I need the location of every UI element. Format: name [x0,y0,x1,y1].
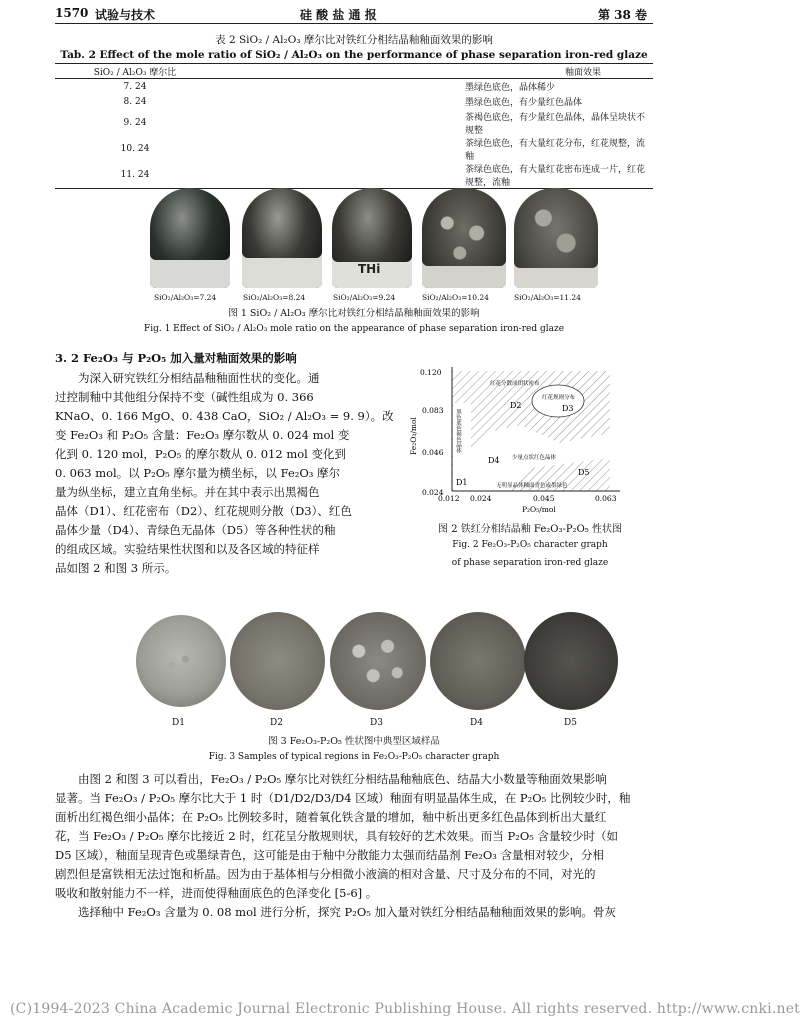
cell-ratio: 7. 24 [123,81,147,92]
cell-effect: 墨绿色底色，有少量红色晶体 [465,98,583,109]
figure2-caption-en2: of phase separation iron-red glaze [451,558,609,568]
y-tick-label: 0.083 [422,406,444,415]
text-line: 的组成区域。实验结果性状图和以及各区域的特征样 [55,542,320,556]
cell-effect: 茶绿色底色，有大量红花密布连成一片，红花规整，流釉 [215,162,653,189]
section-paragraph [55,369,403,578]
sample-photo-2 [242,188,322,288]
volume-label: 第 38 卷 [598,8,648,22]
header-rule [55,23,653,24]
disk-label-d1: D1 [172,718,185,728]
figure3-caption-cn: 图 3 Fe₂O₃-P₂O₅ 性状图中典型区域样品 [268,736,440,747]
disk-sample-d5 [524,612,618,710]
disk-label-d2: D2 [270,718,283,728]
text-line: 面析出红褐色细小晶体；在 P₂O₅ 比例较多时，随着氧化铁含量的增加，釉中析出更多红色晶体到析出大量红 [55,810,607,824]
disk-label-d3: D3 [370,718,383,728]
figure2-caption-cn: 图 2 铁红分相结晶釉 Fe₂O₃-P₂O₅ 性状图 [438,524,622,535]
x-tick-label: 0.063 [595,494,617,503]
sample-label-2: SiO₂/Al₂O₃=8.24 [243,293,306,302]
y-tick-label: 0.046 [422,448,444,457]
figure2-graph [410,363,650,513]
region-text-d1: 黑色底色褐色晶体 [455,409,461,453]
discussion-paragraph [55,770,653,903]
disk-label-d5: D5 [564,718,577,728]
x-tick-label: 0.012 [438,494,460,503]
cell-ratio: 8. 24 [123,96,147,107]
sample-label-4: SiO₂/Al₂O₃=10.24 [422,293,489,302]
disk-sample-d1 [136,615,226,707]
sample-label-3: SiO₂/Al₂O₃=9.24 [333,293,396,302]
region-d3-ellipse [532,385,584,417]
region-text-d3: 红花规则分布 [542,395,576,401]
section-heading: 3. 2 Fe₂O₃ 与 P₂O₅ 加入量对釉面效果的影响 [55,351,297,365]
text-line: 0. 063 mol。以 P₂O₅ 摩尔量为横坐标，以 Fe₂O₃ 摩尔 [55,466,341,480]
sample-label-5: SiO₂/Al₂O₃=11.24 [514,293,581,302]
text-line: 品如图 2 和图 3 所示。 [55,561,177,575]
text-line: 剧烈但是富铁相无法过饱和析晶。因为由于基体相与分相微小液滴的相对含量、尺寸及分布的不同，对光的 [55,867,596,881]
disk-sample-d4 [430,612,526,710]
disk-sample-d2 [230,612,325,710]
figure1-photos [150,180,602,292]
table-row [55,110,653,136]
text-line: 花，当 Fe₂O₃ / P₂O₅ 摩尔比接近 2 时，红花呈分散规则状，具有较好的艺术效果。而当 P₂O₅ 含量较少时（如 [55,829,619,843]
text-line: 显著。当 Fe₂O₃ / P₂O₅ 摩尔比大于 1 时（D1/D2/D3/D4 区域）釉面有明显晶体生成，在 P₂O₅ 比例较少时，釉 [55,791,631,805]
x-tick-label: 0.045 [533,494,555,503]
text-line: KNaO、0. 166 MgO、0. 438 CaO，SiO₂ / Al₂O₃ = 9. 9）。改 [55,409,394,423]
cell-effect: 茶绿色底色，有大量红花分布，红花规整，流釉 [465,138,646,162]
text-line: 由图 2 和图 3 可以看出，Fe₂O₃ / P₂O₅ 摩尔比对铁红分相结晶釉釉底色、结晶大小数量等釉面效果影响 [55,772,607,786]
region-label-d5: D5 [578,468,590,477]
sample-photo-4 [422,188,506,288]
table-header-row [55,64,653,79]
region-text-d4: 少量点状红色晶体 [512,455,557,461]
column-header-ratio: SiO₂ / Al₂O₃ 摩尔比 [55,64,215,79]
text-line: 量为纵坐标，建立直角坐标。并在其中表示出黑褐色 [55,485,320,499]
x-tick-label: 0.024 [470,494,492,503]
text-line: 选择釉中 Fe₂O₃ 含量为 0. 08 mol 进行分析，探究 P₂O₅ 加入量对铁红分相结晶釉釉面效果的影响。骨灰 [55,905,617,919]
cell-ratio: 11. 24 [55,162,215,189]
header-section: 试验与技术 [95,8,156,22]
text-line: 晶体（D1）、红花密布（D2）、红花规则分散（D3）、红色 [55,504,352,518]
text-line: D5 区域），釉面呈现青色或墨绿青色，这可能是由于釉中分散能力太强而结晶剂 Fe₂O₃ 含量相对较少，分相 [55,848,605,862]
sample-photo-3 [332,188,412,288]
disk-sample-d3 [330,612,426,710]
text-line: 为深入研究铁红分相结晶釉釉面性状的变化。通 [55,371,320,385]
sample-photo-1 [150,188,230,288]
y-tick-label: 0.120 [420,368,442,377]
table2-title-en: Tab. 2 Effect of the mole ratio of SiO₂ / Al₂O₃ on the performance of phase separation iron-red glaze [60,49,648,61]
text-line: 化到 0. 120 mol，P₂O₅ 的摩尔数从 0. 012 mol 变化到 [55,447,346,461]
text-line: 过控制釉中其他组分保持不变（碱性组成为 0. 366 [55,390,314,404]
copyright-footer: (C)1994-2023 China Academic Journal Electronic Publishing House. All rights reserved. http://www.cnki.net [10,1001,800,1017]
cell-ratio: 9. 24 [123,117,147,128]
figure1-caption-en: Fig. 1 Effect of SiO₂ / Al₂O₃ mole ratio on the appearance of phase separation iron-red glaze [143,324,565,334]
table2 [55,63,653,189]
region-label-d3: D3 [562,404,574,413]
sample-label-1: SiO₂/Al₂O₃=7.24 [154,293,217,302]
text-line: 变 Fe₂O₃ 和 P₂O₅ 含量：Fe₂O₃ 摩尔数从 0. 024 mol 变 [55,428,350,442]
table-row [55,79,653,95]
region-label-d2: D2 [510,401,522,410]
region-label-d4: D4 [488,456,500,465]
text-line: 晶体少量（D4）、青绿色无晶体（D5）等各种性状的釉 [55,523,336,537]
next-paragraph [55,903,653,922]
cell-ratio: 10. 24 [120,143,150,154]
cell-effect: 茶褐色底色，有少量红色晶体，晶体呈块状不规整 [465,112,646,136]
sample-photo-5 [514,188,598,288]
page-number: 1570 [55,6,89,20]
region-text-d5: 无明显晶体釉面青色或墨绿色 [496,483,568,489]
sample-tag: THi [358,262,381,276]
disk-label-d4: D4 [470,718,483,728]
x-axis-label: P₂O₅/mol [522,505,556,514]
y-axis-label: Fe₂O₃/mol [409,417,418,455]
figure2-caption-en1: Fig. 2 Fe₂O₃-P₂O₅ character graph [452,540,608,550]
cell-effect: 墨绿色底色，晶体稀少 [465,83,556,93]
column-header-effect: 釉面效果 [215,64,653,79]
region-text-d2: 红花分散成团状密布 [490,381,540,387]
table-row [55,94,653,110]
text-line: 吸收和散射能力不一样，进而使得釉面底色的色泽变化 [5-6] 。 [55,886,378,900]
y-tick-label: 0.024 [422,488,444,497]
region-label-d1: D1 [456,478,468,487]
journal-title: 硅 酸 盐 通 报 [300,8,377,22]
table-row [55,136,653,162]
figure3-caption-en: Fig. 3 Samples of typical regions in Fe₂O₃-P₂O₅ character graph [208,752,500,762]
figure1-caption-cn: 图 1 SiO₂ / Al₂O₃ 摩尔比对铁红分相结晶釉釉面效果的影响 [228,308,480,319]
table2-title-cn: 表 2 SiO₂ / Al₂O₃ 摩尔比对铁红分相结晶釉釉面效果的影响 [215,34,493,46]
